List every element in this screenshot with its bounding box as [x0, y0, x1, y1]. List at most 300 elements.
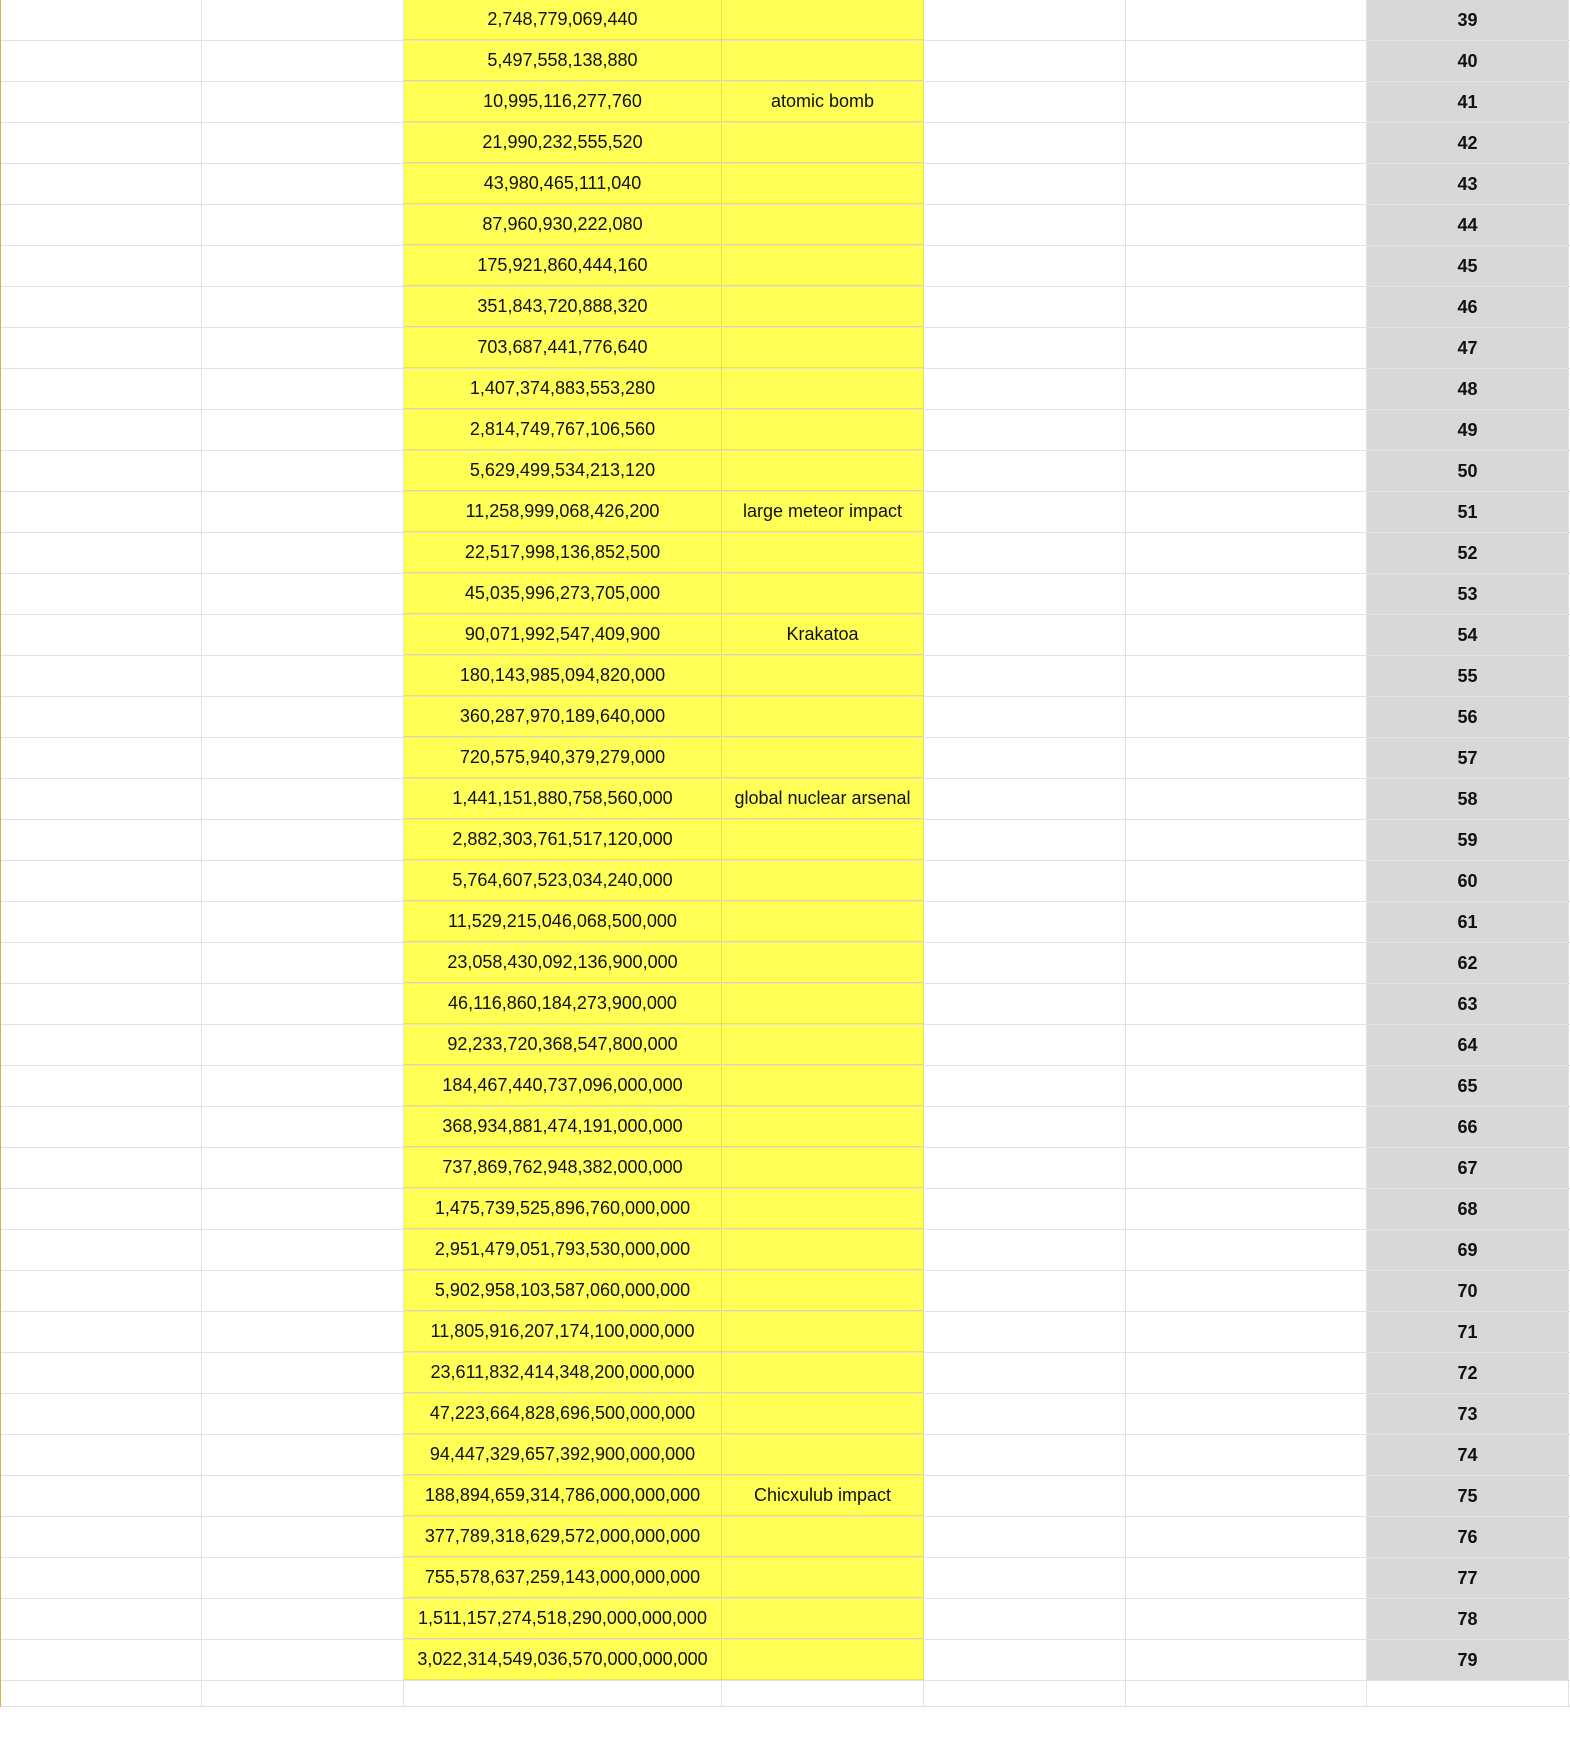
- event-cell[interactable]: [722, 205, 924, 245]
- empty-cell[interactable]: [924, 451, 1126, 491]
- empty-cell[interactable]: [1, 533, 202, 573]
- event-cell[interactable]: [722, 123, 924, 163]
- index-cell[interactable]: 39: [1367, 0, 1569, 40]
- empty-cell[interactable]: [1126, 943, 1367, 983]
- empty-cell[interactable]: [924, 1312, 1126, 1352]
- index-cell[interactable]: 67: [1367, 1148, 1569, 1188]
- empty-cell[interactable]: [1, 1107, 202, 1147]
- empty-cell[interactable]: [1126, 738, 1367, 778]
- empty-cell[interactable]: [202, 738, 404, 778]
- empty-cell[interactable]: [1126, 1066, 1367, 1106]
- event-cell[interactable]: [722, 451, 924, 491]
- value-cell[interactable]: 11,529,215,046,068,500,000: [404, 902, 722, 942]
- empty-cell[interactable]: [1126, 1230, 1367, 1270]
- empty-cell[interactable]: [924, 492, 1126, 532]
- value-cell[interactable]: 10,995,116,277,760: [404, 82, 722, 122]
- index-cell[interactable]: 47: [1367, 328, 1569, 368]
- empty-cell[interactable]: [924, 1353, 1126, 1393]
- empty-cell[interactable]: [924, 123, 1126, 163]
- value-cell[interactable]: 1,475,739,525,896,760,000,000: [404, 1189, 722, 1229]
- empty-cell[interactable]: [1126, 1517, 1367, 1557]
- empty-cell[interactable]: [924, 574, 1126, 614]
- index-cell[interactable]: 46: [1367, 287, 1569, 327]
- empty-cell[interactable]: [924, 1230, 1126, 1270]
- index-cell[interactable]: 68: [1367, 1189, 1569, 1229]
- empty-cell[interactable]: [924, 779, 1126, 819]
- index-cell[interactable]: 63: [1367, 984, 1569, 1024]
- value-cell[interactable]: 23,611,832,414,348,200,000,000: [404, 1353, 722, 1393]
- index-cell[interactable]: 51: [1367, 492, 1569, 532]
- empty-cell[interactable]: [924, 287, 1126, 327]
- event-cell[interactable]: [722, 1558, 924, 1598]
- empty-cell[interactable]: [1, 1353, 202, 1393]
- empty-cell[interactable]: [202, 1517, 404, 1557]
- empty-cell[interactable]: [924, 738, 1126, 778]
- empty-cell[interactable]: [202, 1476, 404, 1516]
- value-cell[interactable]: 368,934,881,474,191,000,000: [404, 1107, 722, 1147]
- value-cell[interactable]: 184,467,440,737,096,000,000: [404, 1066, 722, 1106]
- empty-cell[interactable]: [924, 1558, 1126, 1598]
- index-cell[interactable]: 52: [1367, 533, 1569, 573]
- empty-cell[interactable]: [1, 410, 202, 450]
- empty-cell[interactable]: [1, 615, 202, 655]
- event-cell[interactable]: [722, 533, 924, 573]
- index-cell[interactable]: 79: [1367, 1640, 1569, 1680]
- event-cell[interactable]: [722, 410, 924, 450]
- empty-cell[interactable]: [1126, 451, 1367, 491]
- event-cell[interactable]: atomic bomb: [722, 82, 924, 122]
- empty-cell[interactable]: [924, 41, 1126, 81]
- empty-cell[interactable]: [202, 410, 404, 450]
- empty-cell[interactable]: [1, 492, 202, 532]
- table-row: [1, 820, 1570, 861]
- empty-cell[interactable]: [722, 1681, 924, 1706]
- index-cell[interactable]: 70: [1367, 1271, 1569, 1311]
- empty-cell[interactable]: [202, 82, 404, 122]
- empty-cell[interactable]: [924, 1148, 1126, 1188]
- empty-cell[interactable]: [1126, 287, 1367, 327]
- event-cell[interactable]: [722, 943, 924, 983]
- empty-cell[interactable]: [202, 779, 404, 819]
- event-cell[interactable]: [722, 1640, 924, 1680]
- empty-cell[interactable]: [202, 820, 404, 860]
- empty-cell[interactable]: [1126, 861, 1367, 901]
- empty-cell[interactable]: [1126, 1312, 1367, 1352]
- event-cell[interactable]: [722, 287, 924, 327]
- empty-cell[interactable]: [1126, 1271, 1367, 1311]
- empty-cell[interactable]: [1126, 1189, 1367, 1229]
- value-cell[interactable]: 1,511,157,274,518,290,000,000,000: [404, 1599, 722, 1639]
- index-cell[interactable]: 73: [1367, 1394, 1569, 1434]
- value-cell[interactable]: 92,233,720,368,547,800,000: [404, 1025, 722, 1065]
- index-cell[interactable]: 43: [1367, 164, 1569, 204]
- empty-cell[interactable]: [1126, 1435, 1367, 1475]
- event-cell[interactable]: [722, 369, 924, 409]
- event-cell[interactable]: [722, 738, 924, 778]
- value-cell[interactable]: 703,687,441,776,640: [404, 328, 722, 368]
- table-row: [1, 1394, 1570, 1435]
- value-cell[interactable]: 2,814,749,767,106,560: [404, 410, 722, 450]
- index-cell[interactable]: 49: [1367, 410, 1569, 450]
- value-cell[interactable]: 21,990,232,555,520: [404, 123, 722, 163]
- value-cell[interactable]: 5,764,607,523,034,240,000: [404, 861, 722, 901]
- empty-cell[interactable]: [1, 451, 202, 491]
- empty-cell[interactable]: [1126, 246, 1367, 286]
- empty-cell[interactable]: [202, 1599, 404, 1639]
- index-cell[interactable]: 45: [1367, 246, 1569, 286]
- empty-cell[interactable]: [1, 1435, 202, 1475]
- empty-cell[interactable]: [1, 820, 202, 860]
- empty-cell[interactable]: [202, 1558, 404, 1598]
- empty-cell[interactable]: [924, 984, 1126, 1024]
- table-row: [1, 574, 1570, 615]
- empty-cell[interactable]: [924, 246, 1126, 286]
- table-row: [1, 779, 1570, 820]
- event-cell[interactable]: [722, 328, 924, 368]
- value-cell[interactable]: 5,629,499,534,213,120: [404, 451, 722, 491]
- value-cell[interactable]: 720,575,940,379,279,000: [404, 738, 722, 778]
- empty-cell[interactable]: [202, 1271, 404, 1311]
- index-cell[interactable]: 78: [1367, 1599, 1569, 1639]
- empty-cell[interactable]: [1, 779, 202, 819]
- value-cell[interactable]: 47,223,664,828,696,500,000,000: [404, 1394, 722, 1434]
- empty-cell[interactable]: [202, 1353, 404, 1393]
- empty-cell[interactable]: [924, 943, 1126, 983]
- value-cell[interactable]: 23,058,430,092,136,900,000: [404, 943, 722, 983]
- empty-cell[interactable]: [924, 1066, 1126, 1106]
- empty-cell[interactable]: [1126, 820, 1367, 860]
- event-cell[interactable]: large meteor impact: [722, 492, 924, 532]
- empty-cell[interactable]: [1, 0, 202, 40]
- empty-cell[interactable]: [1, 1312, 202, 1352]
- empty-cell[interactable]: [202, 41, 404, 81]
- empty-cell[interactable]: [1, 1025, 202, 1065]
- event-cell[interactable]: Chicxulub impact: [722, 1476, 924, 1516]
- event-cell[interactable]: [722, 1517, 924, 1557]
- event-cell[interactable]: [722, 1107, 924, 1147]
- empty-cell[interactable]: [202, 984, 404, 1024]
- event-cell[interactable]: [722, 1599, 924, 1639]
- event-cell[interactable]: [722, 697, 924, 737]
- empty-cell[interactable]: [202, 492, 404, 532]
- empty-cell[interactable]: [924, 205, 1126, 245]
- empty-cell[interactable]: [202, 1312, 404, 1352]
- empty-cell[interactable]: [202, 1681, 404, 1706]
- event-cell[interactable]: [722, 656, 924, 696]
- event-cell[interactable]: [722, 902, 924, 942]
- empty-cell[interactable]: [924, 656, 1126, 696]
- empty-cell[interactable]: [1, 246, 202, 286]
- empty-cell[interactable]: [1126, 1476, 1367, 1516]
- empty-cell[interactable]: [924, 369, 1126, 409]
- index-cell[interactable]: 50: [1367, 451, 1569, 491]
- empty-cell[interactable]: [404, 1681, 722, 1706]
- index-cell[interactable]: 64: [1367, 1025, 1569, 1065]
- index-cell[interactable]: 54: [1367, 615, 1569, 655]
- event-cell[interactable]: [722, 984, 924, 1024]
- empty-cell[interactable]: [924, 328, 1126, 368]
- event-cell[interactable]: [722, 1189, 924, 1229]
- empty-cell[interactable]: [1126, 492, 1367, 532]
- empty-cell[interactable]: [202, 533, 404, 573]
- value-cell[interactable]: 175,921,860,444,160: [404, 246, 722, 286]
- empty-cell[interactable]: [1, 1230, 202, 1270]
- empty-cell[interactable]: [1, 1599, 202, 1639]
- empty-cell[interactable]: [1, 41, 202, 81]
- empty-cell[interactable]: [202, 861, 404, 901]
- empty-cell[interactable]: [924, 1517, 1126, 1557]
- empty-cell[interactable]: [924, 615, 1126, 655]
- empty-cell[interactable]: [202, 369, 404, 409]
- empty-cell[interactable]: [924, 1107, 1126, 1147]
- empty-cell[interactable]: [202, 451, 404, 491]
- index-cell[interactable]: 58: [1367, 779, 1569, 819]
- value-cell[interactable]: 5,497,558,138,880: [404, 41, 722, 81]
- event-cell[interactable]: [722, 1353, 924, 1393]
- empty-cell[interactable]: [202, 123, 404, 163]
- empty-cell[interactable]: [1, 1394, 202, 1434]
- value-cell[interactable]: 11,805,916,207,174,100,000,000: [404, 1312, 722, 1352]
- index-cell[interactable]: 74: [1367, 1435, 1569, 1475]
- empty-cell[interactable]: [202, 574, 404, 614]
- empty-cell[interactable]: [202, 615, 404, 655]
- empty-cell[interactable]: [924, 1681, 1126, 1706]
- table-row: [1, 1148, 1570, 1189]
- empty-cell[interactable]: [924, 1025, 1126, 1065]
- empty-cell[interactable]: [924, 82, 1126, 122]
- table-row: [1, 0, 1570, 41]
- empty-cell[interactable]: [1, 1271, 202, 1311]
- empty-cell[interactable]: [202, 902, 404, 942]
- index-cell[interactable]: 57: [1367, 738, 1569, 778]
- index-cell[interactable]: 66: [1367, 1107, 1569, 1147]
- empty-cell[interactable]: [1126, 533, 1367, 573]
- value-cell[interactable]: 11,258,999,068,426,200: [404, 492, 722, 532]
- value-cell[interactable]: 351,843,720,888,320: [404, 287, 722, 327]
- empty-cell[interactable]: [1, 1148, 202, 1188]
- index-cell[interactable]: 75: [1367, 1476, 1569, 1516]
- event-cell[interactable]: [722, 1271, 924, 1311]
- empty-cell[interactable]: [1126, 1353, 1367, 1393]
- event-cell[interactable]: [722, 1435, 924, 1475]
- empty-cell[interactable]: [1, 82, 202, 122]
- value-cell[interactable]: 1,407,374,883,553,280: [404, 369, 722, 409]
- empty-cell[interactable]: [1126, 1394, 1367, 1434]
- empty-cell[interactable]: [924, 1271, 1126, 1311]
- empty-cell[interactable]: [1126, 697, 1367, 737]
- empty-cell[interactable]: [202, 656, 404, 696]
- empty-cell[interactable]: [1, 369, 202, 409]
- event-cell[interactable]: [722, 1230, 924, 1270]
- event-cell[interactable]: [722, 574, 924, 614]
- empty-cell[interactable]: [1, 902, 202, 942]
- empty-cell[interactable]: [924, 1476, 1126, 1516]
- empty-cell[interactable]: [1, 164, 202, 204]
- value-cell[interactable]: 3,022,314,549,036,570,000,000,000: [404, 1640, 722, 1680]
- index-cell[interactable]: 48: [1367, 369, 1569, 409]
- empty-cell[interactable]: [1, 287, 202, 327]
- value-cell[interactable]: 377,789,318,629,572,000,000,000: [404, 1517, 722, 1557]
- empty-cell[interactable]: [924, 1640, 1126, 1680]
- value-cell[interactable]: 90,071,992,547,409,900: [404, 615, 722, 655]
- empty-cell[interactable]: [1126, 1558, 1367, 1598]
- empty-cell[interactable]: [924, 902, 1126, 942]
- empty-cell[interactable]: [202, 1640, 404, 1680]
- empty-cell[interactable]: [1126, 1025, 1367, 1065]
- empty-cell[interactable]: [1, 1681, 202, 1706]
- index-cell[interactable]: 40: [1367, 41, 1569, 81]
- index-cell[interactable]: 53: [1367, 574, 1569, 614]
- value-cell[interactable]: 188,894,659,314,786,000,000,000: [404, 1476, 722, 1516]
- event-cell[interactable]: [722, 246, 924, 286]
- empty-cell[interactable]: [1, 1189, 202, 1229]
- index-cell[interactable]: 42: [1367, 123, 1569, 163]
- index-cell[interactable]: 61: [1367, 902, 1569, 942]
- index-cell[interactable]: 71: [1367, 1312, 1569, 1352]
- empty-cell[interactable]: [202, 1230, 404, 1270]
- event-cell[interactable]: Krakatoa: [722, 615, 924, 655]
- empty-cell[interactable]: [202, 328, 404, 368]
- event-cell[interactable]: [722, 1066, 924, 1106]
- empty-cell[interactable]: [202, 164, 404, 204]
- empty-cell[interactable]: [1, 943, 202, 983]
- empty-cell[interactable]: [202, 287, 404, 327]
- value-cell[interactable]: 2,951,479,051,793,530,000,000: [404, 1230, 722, 1270]
- value-cell[interactable]: 755,578,637,259,143,000,000,000: [404, 1558, 722, 1598]
- empty-cell[interactable]: [1, 1517, 202, 1557]
- event-cell[interactable]: [722, 41, 924, 81]
- empty-cell[interactable]: [202, 1189, 404, 1229]
- empty-cell[interactable]: [924, 697, 1126, 737]
- empty-cell[interactable]: [1126, 0, 1367, 40]
- index-cell[interactable]: 55: [1367, 656, 1569, 696]
- empty-cell[interactable]: [202, 1148, 404, 1188]
- event-cell[interactable]: [722, 1025, 924, 1065]
- empty-cell[interactable]: [202, 0, 404, 40]
- empty-cell[interactable]: [1126, 1681, 1367, 1706]
- empty-cell[interactable]: [1, 984, 202, 1024]
- index-cell[interactable]: 77: [1367, 1558, 1569, 1598]
- value-cell[interactable]: 43,980,465,111,040: [404, 164, 722, 204]
- empty-cell[interactable]: [1, 1640, 202, 1680]
- event-cell[interactable]: [722, 1148, 924, 1188]
- empty-cell[interactable]: [1126, 410, 1367, 450]
- event-cell[interactable]: [722, 861, 924, 901]
- value-cell[interactable]: 22,517,998,136,852,500: [404, 533, 722, 573]
- empty-cell[interactable]: [202, 1435, 404, 1475]
- empty-cell[interactable]: [924, 164, 1126, 204]
- empty-cell[interactable]: [1126, 656, 1367, 696]
- empty-cell[interactable]: [1126, 984, 1367, 1024]
- empty-cell[interactable]: [1126, 41, 1367, 81]
- empty-cell[interactable]: [202, 1394, 404, 1434]
- empty-cell[interactable]: [924, 533, 1126, 573]
- empty-cell[interactable]: [1, 697, 202, 737]
- value-cell[interactable]: 360,287,970,189,640,000: [404, 697, 722, 737]
- empty-cell[interactable]: [1126, 615, 1367, 655]
- event-cell[interactable]: [722, 0, 924, 40]
- empty-cell[interactable]: [924, 1599, 1126, 1639]
- empty-cell[interactable]: [1126, 574, 1367, 614]
- empty-cell[interactable]: [1, 1066, 202, 1106]
- empty-cell[interactable]: [202, 246, 404, 286]
- event-cell[interactable]: global nuclear arsenal: [722, 779, 924, 819]
- empty-cell[interactable]: [1126, 1148, 1367, 1188]
- value-cell[interactable]: 45,035,996,273,705,000: [404, 574, 722, 614]
- empty-cell[interactable]: [924, 861, 1126, 901]
- index-cell[interactable]: 59: [1367, 820, 1569, 860]
- empty-cell[interactable]: [1126, 123, 1367, 163]
- empty-cell[interactable]: [924, 820, 1126, 860]
- value-cell[interactable]: 87,960,930,222,080: [404, 205, 722, 245]
- index-cell[interactable]: 72: [1367, 1353, 1569, 1393]
- index-cell[interactable]: 76: [1367, 1517, 1569, 1557]
- empty-cell[interactable]: [1126, 1107, 1367, 1147]
- empty-cell[interactable]: [202, 1066, 404, 1106]
- event-cell[interactable]: [722, 820, 924, 860]
- empty-cell[interactable]: [1126, 369, 1367, 409]
- empty-cell[interactable]: [1126, 902, 1367, 942]
- empty-cell[interactable]: [202, 205, 404, 245]
- index-cell[interactable]: 60: [1367, 861, 1569, 901]
- empty-cell[interactable]: [202, 1107, 404, 1147]
- empty-cell[interactable]: [1126, 164, 1367, 204]
- index-cell[interactable]: 44: [1367, 205, 1569, 245]
- index-cell[interactable]: 69: [1367, 1230, 1569, 1270]
- empty-cell[interactable]: [1, 574, 202, 614]
- empty-cell[interactable]: [1, 656, 202, 696]
- empty-cell[interactable]: [1126, 328, 1367, 368]
- value-cell[interactable]: 2,882,303,761,517,120,000: [404, 820, 722, 860]
- empty-cell[interactable]: [1126, 779, 1367, 819]
- value-cell[interactable]: 180,143,985,094,820,000: [404, 656, 722, 696]
- empty-cell[interactable]: [924, 1394, 1126, 1434]
- empty-cell[interactable]: [202, 943, 404, 983]
- empty-cell[interactable]: [1, 1476, 202, 1516]
- index-cell[interactable]: 41: [1367, 82, 1569, 122]
- event-cell[interactable]: [722, 1312, 924, 1352]
- value-cell[interactable]: 94,447,329,657,392,900,000,000: [404, 1435, 722, 1475]
- empty-cell[interactable]: [1, 1558, 202, 1598]
- empty-cell[interactable]: [924, 1435, 1126, 1475]
- empty-cell[interactable]: [1, 205, 202, 245]
- empty-cell[interactable]: [1126, 1640, 1367, 1680]
- empty-cell[interactable]: [1126, 82, 1367, 122]
- empty-cell[interactable]: [202, 697, 404, 737]
- value-cell[interactable]: 1,441,151,880,758,560,000: [404, 779, 722, 819]
- value-cell[interactable]: 46,116,860,184,273,900,000: [404, 984, 722, 1024]
- empty-cell[interactable]: [924, 410, 1126, 450]
- empty-cell[interactable]: [1, 123, 202, 163]
- empty-cell[interactable]: [1, 738, 202, 778]
- value-cell[interactable]: 5,902,958,103,587,060,000,000: [404, 1271, 722, 1311]
- empty-cell[interactable]: [202, 1025, 404, 1065]
- empty-cell[interactable]: [1126, 205, 1367, 245]
- empty-cell[interactable]: [1126, 1599, 1367, 1639]
- index-cell[interactable]: 56: [1367, 697, 1569, 737]
- empty-cell[interactable]: [1, 861, 202, 901]
- event-cell[interactable]: [722, 164, 924, 204]
- value-cell[interactable]: 737,869,762,948,382,000,000: [404, 1148, 722, 1188]
- index-cell[interactable]: 62: [1367, 943, 1569, 983]
- value-cell[interactable]: 2,748,779,069,440: [404, 0, 722, 40]
- empty-cell[interactable]: [924, 1189, 1126, 1229]
- empty-cell[interactable]: [924, 0, 1126, 40]
- empty-cell[interactable]: [1, 328, 202, 368]
- index-cell[interactable]: 65: [1367, 1066, 1569, 1106]
- empty-cell[interactable]: [1367, 1681, 1569, 1706]
- event-cell[interactable]: [722, 1394, 924, 1434]
